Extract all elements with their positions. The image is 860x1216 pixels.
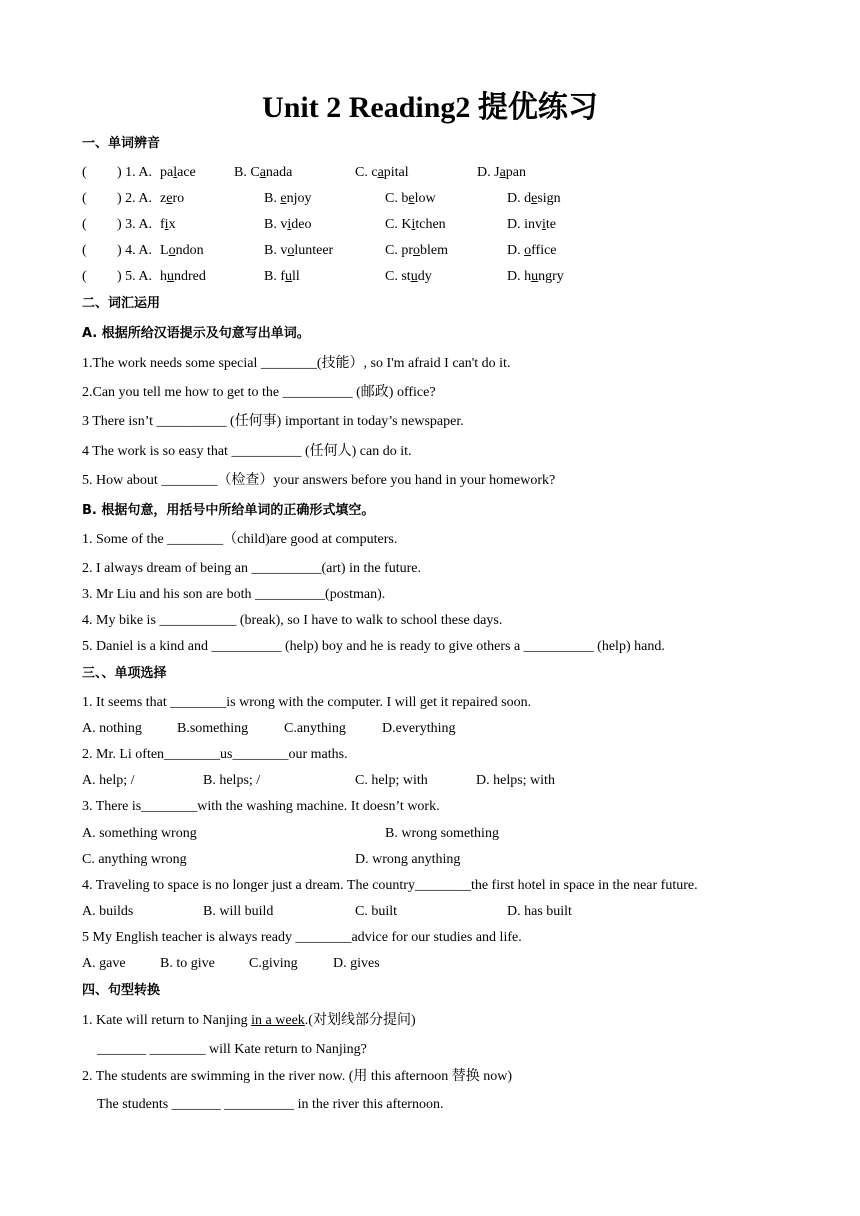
option-a: palace [160,165,196,180]
option-a: London [160,243,204,258]
option-d: D. invite [507,217,557,232]
option-c: C. Kitchen [385,217,446,232]
page-title: Unit 2 Reading2 提优练习 [262,91,598,124]
option-c: C. capital [355,165,409,180]
option-c: C. below [385,191,436,206]
underlined-letter: o [168,243,176,258]
underlined-letter: u [531,269,539,284]
option-b: B. volunteer [264,243,334,258]
option-d: D. Japan [477,165,527,180]
option-b: B. enjoy [264,191,312,206]
vocab-b-item: 2. I always dream of being an __________(art) in the future. [82,561,422,576]
vocab-b-item: 5. Daniel is a kind and __________ (help) boy and he is ready to give others a __________ (help) hand. [82,639,665,654]
option-d: D. office [507,243,557,258]
transform-answer-1: _______ ________ will Kate return to Nanjing? [97,1042,367,1057]
option-d: D. design [507,191,561,206]
vocab-a-item: 1.The work needs some special ________(技能）, so I'm afraid I can't do it. [82,356,511,371]
underlined-phrase: in a week [251,1013,305,1028]
mc-option: C. help; with [355,773,428,788]
mc-question-3: 3. There is________with the washing machine. It doesn’t work. [82,799,440,814]
transform-answer-2: The students _______ __________ in the river this afternoon. [97,1097,444,1112]
answer-blank: ( [82,191,87,206]
mc-option: D. wrong anything [355,852,461,867]
vocab-a-item: 5. How about ________（检查）your answers before you hand in your homework? [82,473,556,488]
mc-option: C. built [355,904,398,919]
underlined-letter: e [408,191,415,206]
answer-blank: ( [82,269,87,284]
vocab-b-item: 1. Some of the ________（child)are good at computers. [82,532,398,547]
option-a: fix [160,217,176,232]
mc-option: C.giving [249,956,298,971]
underlined-letter: a [377,165,384,180]
mc-option: A. something wrong [82,826,197,841]
underlined-letter: u [167,269,174,284]
mc-option: B. will build [203,904,274,919]
underlined-letter: o [524,243,532,258]
mc-option: D. helps; with [476,773,555,788]
answer-blank-close: ) 1. A. [117,165,152,180]
option-d: D. hungry [507,269,564,284]
underlined-letter: a [259,165,266,180]
mc-option: C.anything [284,721,346,736]
section-heading-2: 二、词汇运用 [82,296,161,311]
section-heading-4: 四、句型转换 [82,983,161,998]
mc-option: B.something [177,721,249,736]
answer-blank: ( [82,165,87,180]
section-heading-1: 一、单词辨音 [82,136,161,151]
underlined-letter: i [542,217,546,232]
subsection-heading-a: A. 根据所给汉语提示及句意写出单词。 [82,326,310,341]
mc-option: A. builds [82,904,134,919]
section-heading-3: 三、、单项选择 [82,666,167,681]
underlined-letter: e [166,191,173,206]
mc-question-4: 4. Traveling to space is no longer just a dream. The country________the first hotel in space in the near future. [82,878,698,893]
option-a: hundred [160,269,206,284]
transform-question-2: 2. The students are swimming in the river now. (用 this afternoon 替换 now) [82,1069,513,1084]
option-a: zero [160,191,185,206]
mc-option: C. anything wrong [82,852,187,867]
underlined-letter: o [287,243,295,258]
option-b: B. Canada [234,165,293,180]
answer-blank-close: ) 2. A. [117,191,152,206]
answer-blank-close: ) 5. A. [117,269,152,284]
mc-option: B. helps; / [203,773,261,788]
transform-question-1 [82,1012,416,1030]
underlined-letter: a [499,165,506,180]
option-c: C. problem [385,243,449,258]
answer-blank: ( [82,243,87,258]
mc-question-5: 5 My English teacher is always ready ________advice for our studies and life. [82,930,522,945]
underlined-letter: u [410,269,418,284]
question-text: 1. Kate will return to Nanjing [82,1013,252,1028]
underlined-letter: i [287,217,292,232]
option-b: B. video [264,217,312,232]
underlined-letter: l [173,165,178,180]
mc-option: D.everything [382,721,456,736]
underlined-letter: e [280,191,287,206]
vocab-b-item: 3. Mr Liu and his son are both __________(postman). [82,587,386,602]
question-instruction: .(对划线部分提问) [304,1013,416,1028]
option-b: B. full [264,269,300,284]
answer-blank-close: ) 4. A. [117,243,152,258]
vocab-a-item: 2.Can you tell me how to get to the __________ (邮政) office? [82,385,436,400]
mc-option: A. help; / [82,773,135,788]
answer-blank: ( [82,217,87,232]
mc-question-1: 1. It seems that ________is wrong with the computer. I will get it repaired soon. [82,695,532,710]
underlined-letter: i [411,217,416,232]
underlined-letter: e [531,191,538,206]
underlined-letter: i [164,217,169,232]
option-c: C. study [385,269,432,284]
vocab-b-item: 4. My bike is ___________ (break), so I have to walk to school these days. [82,613,503,628]
underlined-letter: o [413,243,421,258]
answer-blank-close: ) 3. A. [117,217,152,232]
mc-option: B. wrong something [385,826,499,841]
mc-question-2: 2. Mr. Li often________us________our maths. [82,747,348,762]
vocab-a-item: 4 The work is so easy that __________ (任何人) can do it. [82,444,412,459]
mc-option: B. to give [160,956,215,971]
subsection-heading-b: B. 根据句意，用括号中所给单词的正确形式填空。 [82,503,375,518]
vocab-a-item: 3 There isn’t __________ (任何事) important in today’s newspaper. [82,414,464,429]
mc-option: D. has built [507,904,572,919]
mc-option: A. nothing [82,721,142,736]
mc-option: A. gave [82,956,126,971]
mc-option: D. gives [333,956,380,971]
underlined-letter: u [285,269,293,284]
